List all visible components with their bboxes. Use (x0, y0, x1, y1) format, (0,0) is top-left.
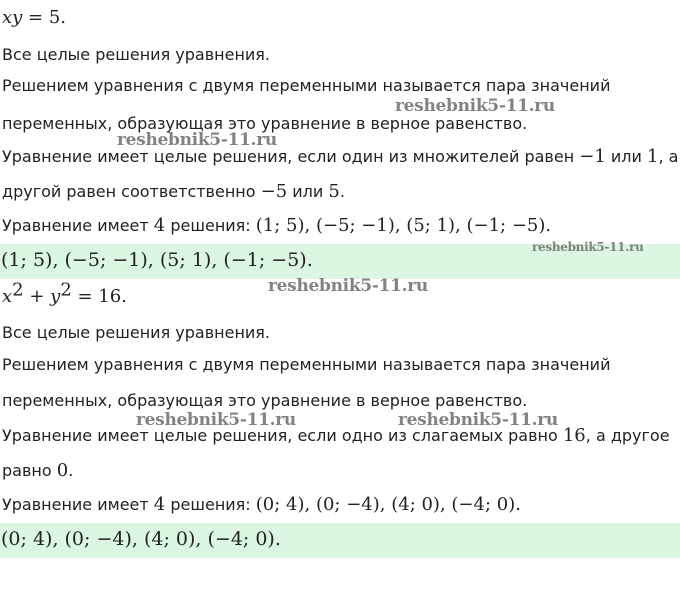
condition-1b-value-b: 5 (328, 181, 340, 202)
watermark-text: reshebnik5-11.ru (136, 410, 296, 430)
condition-1b-value-a: −5 (260, 181, 288, 202)
condition-2-line-1 (2, 426, 670, 446)
solution-count-2-text2: решения: (165, 495, 256, 514)
condition-2b-text: равно (2, 461, 57, 480)
equation-2-plus: + (23, 286, 51, 307)
equation-1-lhs: xy (2, 7, 23, 28)
condition-1-end: , а (658, 147, 679, 166)
condition-1-line-2 (2, 182, 345, 202)
condition-1-text: Уравнение имеет целые решения, если один из множителей равен (2, 147, 580, 166)
equation-2-x: x (2, 286, 13, 307)
equation-2-x-power: 2 (12, 279, 24, 301)
equation-1 (2, 8, 66, 28)
condition-1b-or: или (287, 182, 329, 201)
condition-2-text: Уравнение имеет целые решения, если одно из слагаемых равно (2, 426, 563, 445)
condition-2-value-a: 16 (562, 425, 586, 446)
answer-1: (1; 5), (−5; −1), (5; 1), (−1; −5). (1, 249, 313, 271)
equation-2-y: y (50, 286, 61, 307)
solution-count-2-text: Уравнение имеет (2, 495, 154, 514)
condition-2b-value: 0 (56, 460, 69, 481)
solution-count-1-text2: решения: (165, 216, 256, 235)
condition-2-line-2 (2, 461, 73, 481)
condition-1-value-a: −1 (579, 146, 606, 167)
condition-1-value-b: 1 (646, 146, 659, 167)
condition-1-or: или (605, 147, 647, 166)
solution-count-2-number: 4 (153, 494, 166, 515)
answer-2: (0; 4), (0; −4), (4; 0), (−4; 0). (1, 528, 281, 550)
definition-2-line-2: переменных, образующая это уравнение в верное равенство. (2, 391, 528, 410)
solution-count-2 (2, 495, 521, 515)
watermark-text: reshebnik5-11.ru (268, 276, 428, 296)
definition-2-line-1: Решением уравнения с двумя переменными называется пара значений (2, 355, 611, 374)
watermark-text: reshebnik5-11.ru (532, 240, 644, 254)
watermark-text: reshebnik5-11.ru (398, 410, 558, 430)
equation-2 (2, 279, 127, 307)
task-2: Все целые решения уравнения. (2, 323, 271, 342)
condition-1b-end: . (339, 182, 345, 201)
solution-count-1-number: 4 (153, 215, 166, 236)
definition-1-line-1: Решением уравнения с двумя переменными называется пара значений (2, 76, 611, 95)
solution-list-2: (0; 4), (0; −4), (4; 0), (−4; 0). (255, 494, 521, 515)
equation-2-rhs: = 16. (71, 286, 127, 307)
equation-1-rhs: = 5. (22, 7, 67, 28)
condition-1-line-1 (2, 147, 678, 167)
condition-1b-text: другой равен соответственно (2, 182, 261, 201)
solution-list-1: (1; 5), (−5; −1), (5; 1), (−1; −5). (255, 215, 552, 236)
answer-box-2 (0, 523, 680, 558)
equation-2-y-power: 2 (60, 279, 72, 301)
watermark-text: reshebnik5-11.ru (395, 96, 555, 116)
task-1: Все целые решения уравнения. (2, 45, 271, 64)
condition-2b-end: . (68, 461, 74, 480)
watermark-text: reshebnik5-11.ru (117, 130, 277, 150)
condition-2-end: , а другое (585, 426, 670, 445)
solution-count-1-text: Уравнение имеет (2, 216, 154, 235)
definition-1-line-2: переменных, образующая это уравнение в верное равенство. (2, 114, 528, 133)
solution-count-1 (2, 216, 551, 236)
